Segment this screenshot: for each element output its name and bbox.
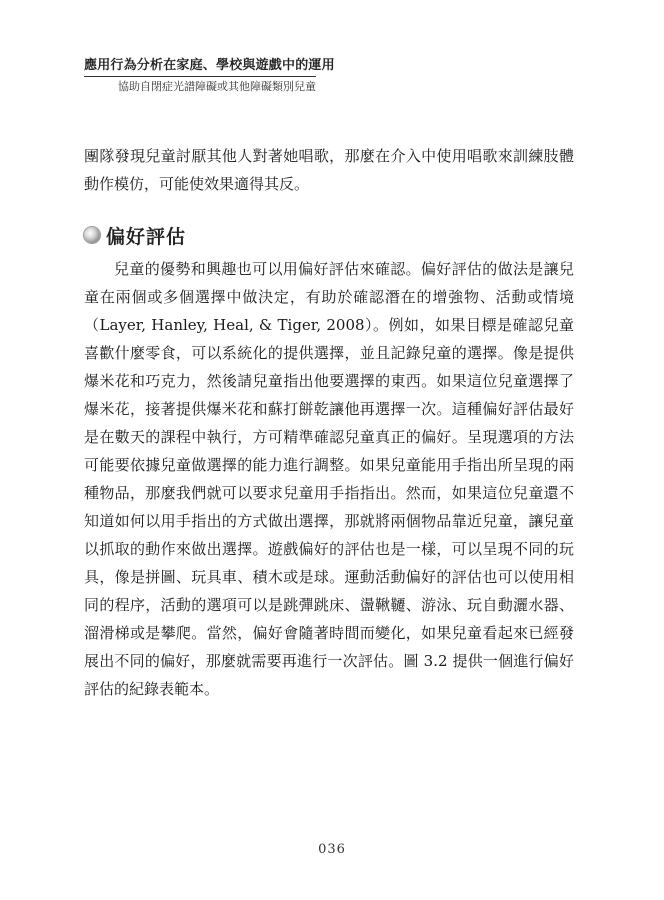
- continued-paragraph: 團隊發現兒童討厭其他人對著她唱歌，那麼在介入中使用唱歌來訓練肢體動作模仿，可能使效果適得其反。: [84, 147, 574, 193]
- header-rule: [84, 76, 316, 77]
- section-heading-text: 偏好評估: [106, 225, 187, 248]
- book-title: 應用行為分析在家庭、學校與遊戲中的運用: [84, 58, 335, 73]
- page-number: 036: [318, 842, 346, 857]
- body-paragraph: 兒童的優勢和興趣也可以用偏好評估來確認。偏好評估的做法是讓兒童在兩個或多個選擇中做決定，有助於確認潛在的增強物、活動或情境（Layer, Hanley, Heal, & Tiger, 2008）。例如，如果目標是確認兒童喜歡什麼零食，可以系統化的提供選擇，並且記錄兒童的選擇。像是提供爆米花和巧克力，然後請兒童指出他要選擇的東西。如果這位兒童選擇了爆米花，接著提供爆米花和蘇打餅乾讓他再選擇一次。這種偏好評估最好是在數天的課程中執行，方可精準確認兒童真正的偏好。呈現選項的方法可能要依據兒童做選擇的能力進行調整。如果兒童能用手指出所呈現的兩種物品，那麼我們就可以要求兒童用手指指出。然而，如果這位兒童還不知道如何以用手指出的方式做出選擇，那就將兩個物品靠近兒童，讓兒童以抓取的動作來做出選擇。遊戲偏好的評估也是一樣，可以呈現不同的玩具，像是拼圖、玩具車、積木或是球。運動活動偏好的評估也可以使用相同的程序，活動的選項可以是跳彈跳床、盪鞦韆、游泳、玩自動灑水器、溜滑梯或是攀爬。當然，偏好會隨著時間而變化，如果兒童看起來已經發展出不同的偏好，那麼就需要再進行一次評估。圖 3.2 提供一個進行偏好評估的紀錄表範本。: [84, 260, 574, 698]
- section-heading: [84, 222, 186, 248]
- round-bullet-icon: [84, 227, 100, 243]
- running-header: [84, 58, 335, 94]
- book-subtitle: 協助自閉症光譜障礙或其他障礙類別兒童: [118, 80, 316, 93]
